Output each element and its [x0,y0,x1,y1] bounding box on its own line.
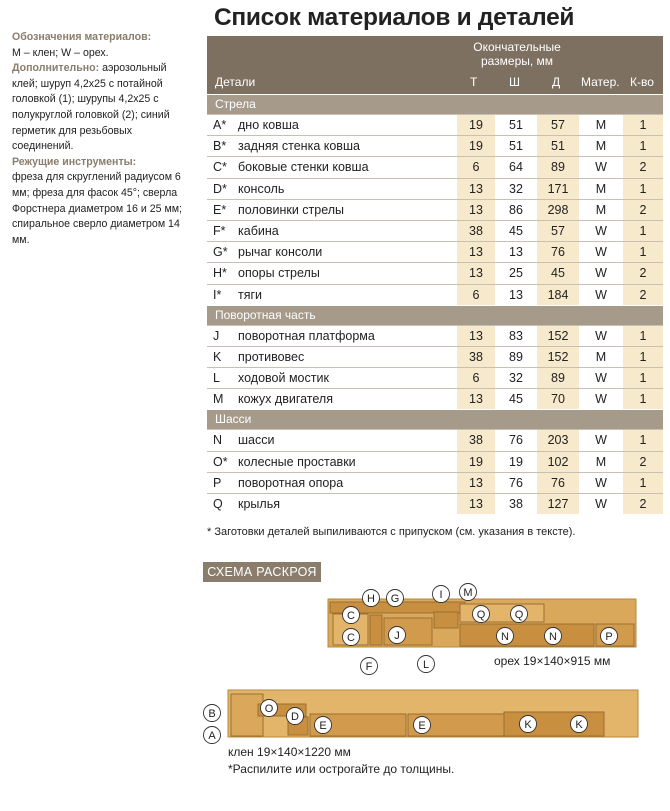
length-cell: 184 [537,285,579,305]
section-header: Стрела [207,94,663,114]
thickness-cell: 13 [457,200,495,220]
table-row [207,325,663,346]
width-cell: 32 [509,181,523,196]
table-row [207,199,663,220]
thickness-cell: 6 [457,285,495,305]
quantity-cell: 1 [623,136,663,156]
thickness-note: *Распилите или острогайте до толщины. [228,762,455,776]
quantity-cell: 1 [623,389,663,409]
length-cell: 203 [537,430,579,450]
col-quantity: К-во [630,75,654,89]
table-row [207,220,663,241]
materials-heading [12,30,194,46]
section-header: Шасси [207,409,663,429]
part-marker-label: B [208,708,216,720]
part-id: E* [213,202,227,217]
part-name: консоль [238,181,285,196]
width-cell: 32 [509,371,523,386]
part-id: H* [213,266,227,281]
thickness-cell: 13 [457,389,495,409]
width-cell: 19 [509,454,523,469]
part-name: колесные проставки [238,454,356,469]
thickness-cell: 38 [457,221,495,241]
thickness-cell: 13 [457,242,495,262]
quantity-cell: 1 [623,347,663,367]
part-id: G* [213,245,228,260]
part-id: A* [213,118,227,132]
thickness-cell: 19 [457,115,495,135]
material-cell: M [595,349,607,364]
part-id: M [213,392,224,407]
part-marker-label: P [605,631,613,643]
thickness-cell: 6 [457,368,495,388]
walnut-part-f [370,615,382,645]
quantity-cell: 2 [623,200,663,220]
material-cell: W [595,392,607,407]
part-marker-label: E [319,720,327,732]
part-name: противовес [238,349,305,364]
material-cell: W [595,223,607,238]
table-row [207,388,663,409]
quantity-cell: 2 [623,157,663,177]
material-cell: M [595,139,607,154]
thickness-cell: 38 [457,347,495,367]
extra-paragraph [12,61,194,155]
table-body [207,94,663,514]
part-name: половинки стрелы [238,202,345,217]
part-name: ходовой мостик [238,371,329,386]
length-cell: 89 [537,368,579,388]
part-name: поворотная опора [238,475,344,490]
length-cell: 89 [537,157,579,177]
tools-heading [12,155,194,171]
thickness-cell: 13 [457,179,495,199]
width-cell: 45 [509,392,523,407]
part-marker-label: G [390,593,400,605]
quantity-cell: 1 [623,326,663,346]
part-name: рычаг консоли [238,245,323,260]
width-cell: 76 [509,475,523,490]
table-row [207,493,663,514]
material-cell: M [595,181,607,196]
material-cell: W [595,328,607,343]
table-row [207,178,663,199]
part-marker-label: I [439,589,443,601]
width-cell: 51 [509,118,523,132]
table-row [207,284,663,305]
footnote: * Заготовки деталей выпиливаются с припуском (см. указания в тексте). [207,526,576,538]
parts-table [207,36,663,514]
materials-sidebar [12,30,194,248]
maple-caption: клен 19×140×1220 мм [228,745,351,759]
quantity-cell: 2 [623,285,663,305]
width-cell: 13 [509,245,523,260]
material-cell: W [595,497,607,511]
quantity-cell: 2 [623,263,663,283]
tools-head: Режущие инструменты: [12,155,137,168]
length-cell: 76 [537,242,579,262]
part-marker-label: C [347,610,355,622]
part-name: опоры стрелы [238,266,320,281]
part-marker-label: N [501,631,509,643]
col-details: Детали [215,75,256,89]
table-row [207,156,663,177]
quantity-cell: 1 [623,242,663,262]
table-row [207,114,663,135]
part-id: N [213,433,223,448]
table-row [207,262,663,283]
part-name: кожух двигателя [238,392,333,407]
part-marker-label: N [549,631,557,643]
quantity-cell: 2 [623,494,663,514]
length-cell: 102 [537,452,579,472]
part-marker-label: O [264,703,274,715]
length-cell: 127 [537,494,579,514]
quantity-cell: 1 [623,221,663,241]
width-cell: 13 [509,287,523,302]
part-marker-label: C [347,632,355,644]
walnut-part-m [434,612,458,628]
part-id: D* [213,181,227,196]
material-cell: M [595,202,607,217]
part-marker-label: K [575,719,583,731]
part-id: K [213,349,222,364]
thickness-cell: 19 [457,452,495,472]
thickness-cell: 38 [457,430,495,450]
quantity-cell: 1 [623,368,663,388]
material-cell: W [595,287,607,302]
part-marker-label: A [208,730,216,742]
schema-title: СХЕМА РАСКРОЯ [203,562,321,582]
part-name: крылья [238,497,280,511]
part-id: P [213,475,222,490]
part-id: Q [213,497,223,511]
part-marker-label: Q [514,609,524,621]
table-row [207,135,663,156]
width-cell: 64 [509,160,523,175]
materials-head: Обозначения материалов: [12,31,152,43]
thickness-cell: 13 [457,263,495,283]
part-marker-label: L [422,659,430,671]
part-name: тяги [238,287,263,302]
part-id: L [213,371,220,386]
part-id: I* [213,287,222,302]
part-id: J [213,328,220,343]
material-cell: W [595,433,607,448]
col-d: Д [552,75,561,89]
part-marker-label: Q [476,609,486,621]
length-cell: 171 [537,179,579,199]
col-w: Ш [509,75,520,89]
part-name: боковые стенки ковша [238,160,369,175]
length-cell: 76 [537,473,579,493]
width-cell: 51 [509,139,523,154]
material-cell: W [595,160,607,175]
part-marker-label: D [291,711,299,723]
length-cell: 57 [537,115,579,135]
walnut-parts-n [460,624,594,646]
width-cell: 45 [509,223,523,238]
part-name: шасси [238,433,275,448]
quantity-cell: 2 [623,452,663,472]
part-id: B* [213,139,227,154]
page-title: Список материалов и деталей [214,4,575,31]
length-cell: 152 [537,326,579,346]
thickness-cell: 6 [457,157,495,177]
length-cell: 51 [537,136,579,156]
col-material: Матер. [581,75,620,89]
part-marker-label: E [418,720,426,732]
walnut-caption: орех 19×140×915 мм [494,654,611,668]
table-row [207,367,663,388]
material-cell: M [595,454,607,469]
section-header: Поворотная часть [207,305,663,325]
material-cell: W [595,266,607,281]
length-cell: 70 [537,389,579,409]
width-cell: 89 [509,349,523,364]
material-cell: W [595,371,607,386]
width-cell: 83 [509,328,523,343]
part-id: C* [213,160,227,175]
table-row [207,241,663,262]
part-name: поворотная платформа [238,328,375,343]
length-cell: 45 [537,263,579,283]
part-id: O* [213,454,228,469]
table-row [207,429,663,450]
quantity-cell: 1 [623,473,663,493]
table-row [207,346,663,367]
length-cell: 152 [537,347,579,367]
width-cell: 25 [509,266,523,281]
part-marker-label: J [394,630,400,642]
part-name: кабина [238,223,279,238]
part-marker-label: H [367,593,375,605]
table-header [207,36,663,94]
material-cell: W [595,475,607,490]
table-row [207,451,663,472]
material-cell: M [595,118,607,132]
width-cell: 86 [509,202,523,217]
thickness-cell: 13 [457,326,495,346]
part-marker-label: F [365,661,373,673]
quantity-cell: 1 [623,179,663,199]
part-marker-label: M [463,587,473,599]
thickness-cell: 19 [457,136,495,156]
width-cell: 38 [509,497,523,511]
col-t: Т [470,75,478,89]
part-marker-label: K [524,719,532,731]
length-cell: 57 [537,221,579,241]
extra-text: аэрозольный клей; шуруп 4,2х25 с потайной головкой (1); шурупы 4,2х25 с полукруглой головкой (2); синий герметик для резьбовых соединений. [12,62,170,153]
materials-text: M – клен; W – орех. [12,46,109,59]
tools-text: фреза для скруглений радиусом 6 мм; фреза для фасок 45°; сверла Форстнера диаметром 16 и 25 мм; спиральное сверло диаметром 14 мм. [12,171,182,246]
part-name: дно ковша [238,118,299,132]
part-name: задняя стенка ковша [238,139,360,154]
quantity-cell: 1 [623,430,663,450]
part-id: F* [213,223,226,238]
material-cell: W [595,245,607,260]
dimensions-header: Окончательные размеры, мм [473,40,561,68]
maple-parts-k [504,712,604,736]
length-cell: 298 [537,200,579,220]
extra-head: Дополнительно: [12,62,100,75]
quantity-cell: 1 [623,115,663,135]
table-row [207,472,663,493]
width-cell: 76 [509,433,523,448]
thickness-cell: 13 [457,473,495,493]
thickness-cell: 13 [457,494,495,514]
